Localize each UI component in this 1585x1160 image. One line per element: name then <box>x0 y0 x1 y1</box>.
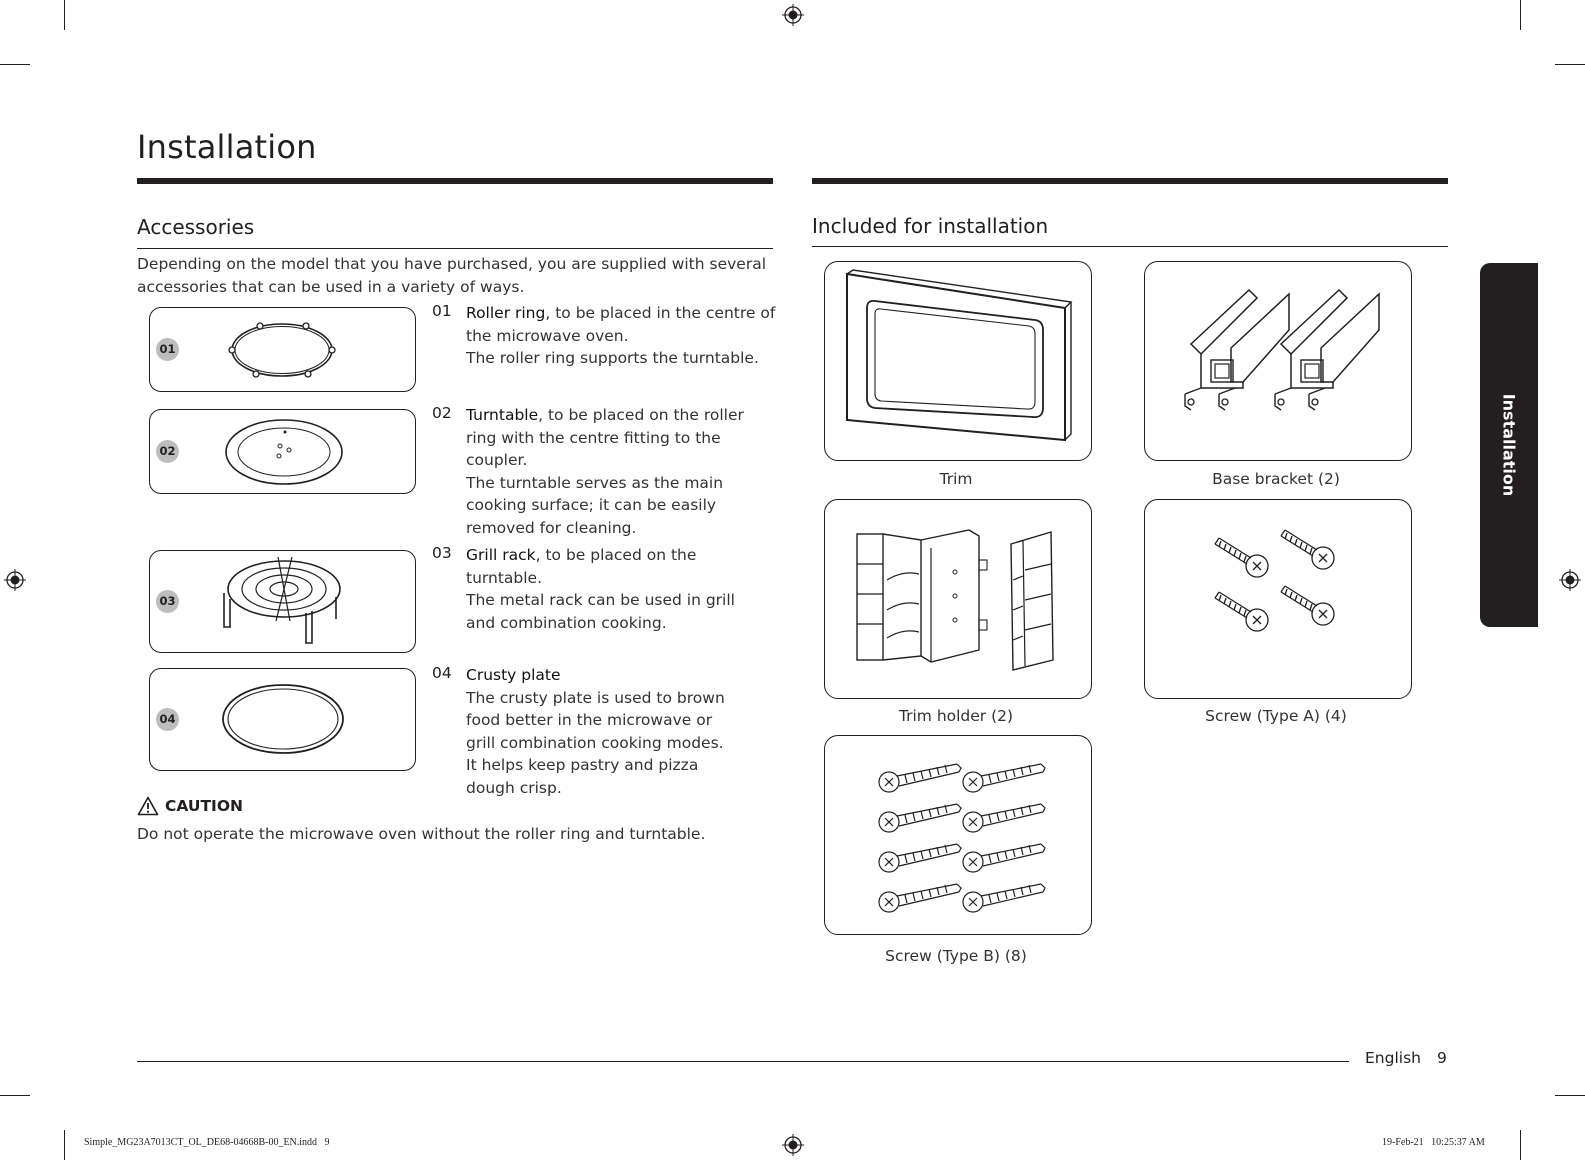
title-rule-right <box>812 178 1448 184</box>
crusty-plate-icon <box>220 681 346 757</box>
accessory-number: 04 <box>432 664 452 682</box>
side-tab[interactable] <box>1480 263 1538 627</box>
accessories-heading: Accessories <box>137 215 255 239</box>
crop-mark <box>1520 1130 1521 1160</box>
accessory-number: 02 <box>432 404 452 422</box>
screw-type-b-icon <box>877 746 1047 926</box>
accessory-description <box>466 404 746 539</box>
registration-mark-icon <box>782 1134 804 1156</box>
accessory-number: 01 <box>432 302 452 320</box>
accessory-badge: 04 <box>156 708 179 731</box>
accessory-detail: The turntable serves as the main cooking surface; it can be easily removed for cleaning. <box>466 473 724 537</box>
accessory-badge: 03 <box>156 590 179 613</box>
installation-image-box <box>824 261 1092 461</box>
caution-label: CAUTION <box>165 797 243 815</box>
accessory-description <box>466 544 776 634</box>
footer-rule <box>137 1061 1349 1062</box>
installation-image-box <box>1144 261 1412 461</box>
accessories-heading-rule <box>137 248 773 249</box>
grill-rack-icon <box>216 555 348 647</box>
accessory-detail: The crusty plate is used to brown food better in the microwave or grill combination cooking modes. It helps keep pastry and pizza dough crisp. <box>466 688 725 797</box>
accessory-lead: , to be placed on the roller ring with the centre fitting to the coupler. <box>466 406 744 469</box>
print-slug: Simple_MG23A7013CT_OL_DE68-04668B-00_EN.indd 9 <box>84 1137 330 1148</box>
registration-mark-icon <box>1559 569 1581 591</box>
trim-holder-icon <box>851 520 1071 670</box>
accessories-intro: Depending on the model that you have purchased, you are supplied with several accessories that can be used in a variety of ways. <box>137 255 767 296</box>
accessory-image-box <box>149 668 416 771</box>
installation-image-box <box>1144 499 1412 699</box>
accessory-name: Roller ring <box>466 304 546 322</box>
base-bracket-icon <box>1171 284 1391 434</box>
trim-icon <box>839 268 1079 448</box>
installation-caption: Trim holder (2) <box>898 707 1014 725</box>
accessory-name: Grill rack <box>466 546 536 564</box>
installation-heading: Included for installation <box>812 214 1049 238</box>
roller-ring-icon <box>228 316 336 384</box>
crop-mark <box>0 1095 30 1096</box>
print-timestamp: 19-Feb-21 10:25:37 AM <box>1382 1137 1485 1148</box>
accessory-detail: The metal rack can be used in grill and combination cooking. <box>466 591 735 632</box>
accessory-image-box <box>149 307 416 392</box>
crop-mark <box>1555 1095 1585 1096</box>
accessory-number: 03 <box>432 544 452 562</box>
caution-heading <box>137 796 243 816</box>
accessory-name: Crusty plate <box>466 666 561 684</box>
registration-mark-icon <box>782 4 804 26</box>
accessory-description <box>466 664 736 799</box>
installation-caption: Base bracket (2) <box>1212 470 1340 488</box>
screw-type-a-icon <box>1211 530 1351 650</box>
crop-mark <box>1520 0 1521 30</box>
crop-mark <box>64 1130 65 1160</box>
accessory-lead: , to be placed on the turntable. <box>466 546 697 587</box>
turntable-icon <box>222 416 346 488</box>
installation-image-box <box>824 735 1092 935</box>
accessory-detail: The roller ring supports the turntable. <box>466 349 759 367</box>
page-title: Installation <box>137 128 317 166</box>
accessory-badge: 01 <box>156 338 179 361</box>
accessory-description <box>466 302 776 370</box>
crop-mark <box>0 64 30 65</box>
accessory-badge: 02 <box>156 440 179 463</box>
crop-mark <box>64 0 65 30</box>
side-tab-label: Installation <box>1499 393 1519 497</box>
registration-mark-icon <box>4 569 26 591</box>
installation-caption: Trim <box>939 470 973 488</box>
installation-caption: Screw (Type A) (4) <box>1205 707 1347 725</box>
footer-language: English <box>1365 1049 1421 1067</box>
accessory-image-box <box>149 550 416 653</box>
crop-mark <box>1555 64 1585 65</box>
page-number: 9 <box>1437 1049 1447 1067</box>
accessory-image-box <box>149 409 416 494</box>
installation-image-box <box>824 499 1092 699</box>
accessory-name: Turntable <box>466 406 539 424</box>
warning-triangle-icon <box>137 796 159 816</box>
accessory-lead: , to be placed in the centre of the microwave oven. <box>466 304 776 345</box>
installation-heading-rule <box>812 246 1448 247</box>
installation-caption: Screw (Type B) (8) <box>885 947 1027 965</box>
title-rule-left <box>137 178 773 184</box>
caution-text: Do not operate the microwave oven without the roller ring and turntable. <box>137 825 706 843</box>
